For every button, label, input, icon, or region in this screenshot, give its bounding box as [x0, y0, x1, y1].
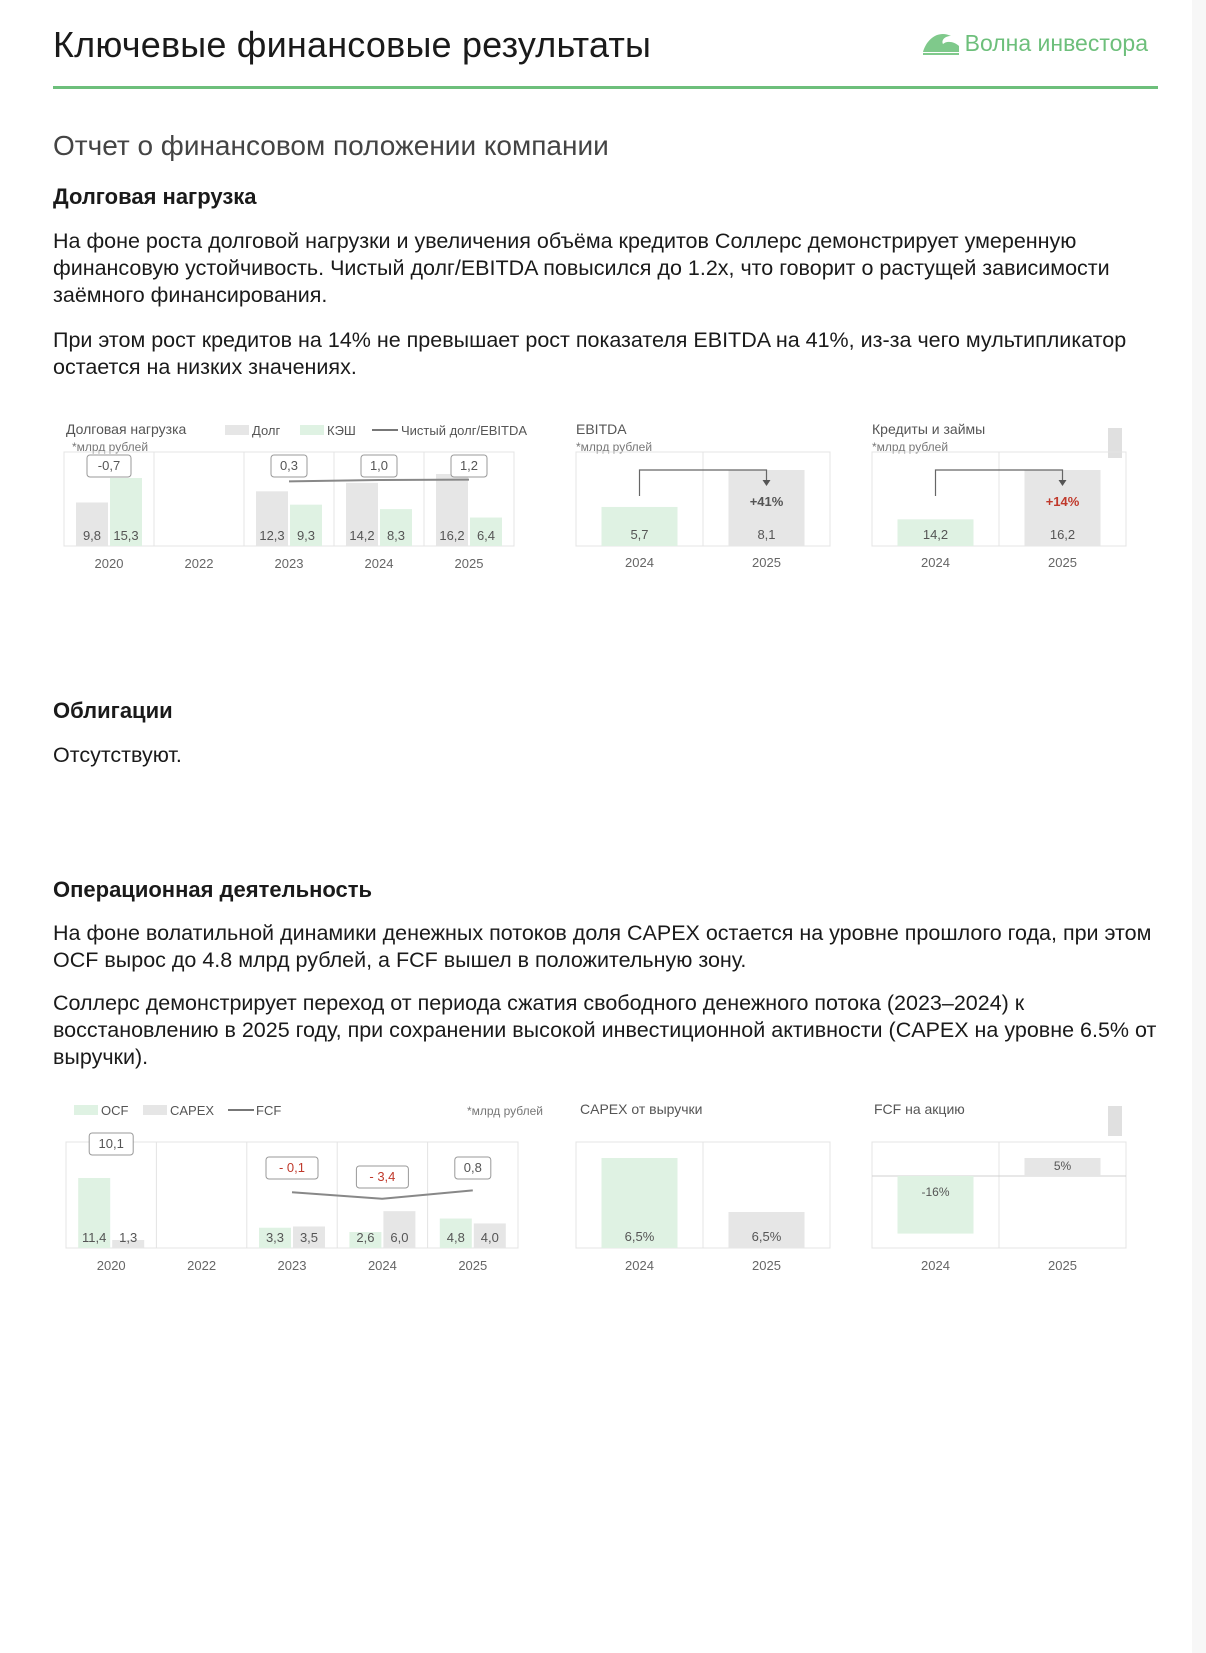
- value-label: 0,3: [279, 458, 299, 473]
- x-tick-label: 2022: [184, 556, 214, 571]
- bar-value-label: 15,3: [113, 528, 139, 543]
- x-tick-label: 2024: [921, 1258, 950, 1273]
- bar-value-label: 16,2: [439, 528, 465, 543]
- fcf-per-share-chart: [872, 1101, 1126, 1273]
- growth-label: +14%: [1045, 494, 1080, 509]
- ops-heading: Операционная деятельность: [53, 877, 373, 902]
- x-tick-label: 2025: [1048, 555, 1077, 570]
- bar-value-label: 11,4: [82, 1230, 107, 1245]
- bonds-text: Отсутствуют.: [53, 743, 182, 767]
- section-heading: Отчет о финансовом положении компании: [53, 130, 609, 161]
- value-label: 1,0: [369, 458, 389, 473]
- growth-label: +41%: [749, 494, 784, 509]
- bar-value-label: 3,5: [299, 1230, 319, 1245]
- chart-title: Кредиты и займы: [872, 421, 986, 437]
- chart-title: FCF на акцию: [874, 1101, 965, 1117]
- legend-label: Долг: [252, 423, 281, 438]
- bar-value-label: 16,2: [1049, 527, 1076, 542]
- value-label: -0,7: [97, 458, 121, 473]
- capex-share-chart: [576, 1101, 830, 1273]
- bar-value-label: 8,1: [757, 527, 776, 542]
- debt-load-plot: [64, 452, 514, 571]
- value-label: 0,8: [463, 1160, 482, 1175]
- bar-value-label: 3,3: [265, 1230, 285, 1245]
- bar-value-label: 8,3: [386, 528, 406, 543]
- bar-value-label: 14,2: [922, 527, 949, 542]
- legend-swatch-capex: [143, 1105, 167, 1115]
- x-tick-label: 2024: [367, 1258, 397, 1273]
- legend-swatch-debt: [225, 425, 249, 435]
- legend-swatch-ocf: [74, 1105, 98, 1115]
- x-tick-label: 2025: [454, 556, 484, 571]
- cashflow-chart: [66, 1103, 543, 1273]
- value-label: 10,1: [98, 1136, 124, 1151]
- chart-title: EBITDA: [576, 421, 627, 437]
- debt-heading: Долговая нагрузка: [53, 184, 257, 209]
- chart-unit: *млрд рублей: [872, 440, 949, 454]
- ebitda-chart: [576, 421, 830, 570]
- x-tick-label: 2025: [752, 1258, 781, 1273]
- debt-paragraph-1: На фоне роста долговой нагрузки и увеличения объёма кредитов Соллерс демонстрирует умеренную финансовую устойчивость. Чистый долг/EBITDA повысился до 1.2x, что говорит о растущей зависимости заёмного финансирования.: [53, 229, 1110, 307]
- chart-unit: *млрд рублей: [466, 1104, 543, 1118]
- x-tick-label: 2023: [274, 556, 304, 571]
- chart-title: Долговая нагрузка: [66, 421, 187, 437]
- bookmark-icon: [1108, 428, 1122, 458]
- x-tick-label: 2020: [96, 1258, 126, 1273]
- x-tick-label: 2025: [1048, 1258, 1077, 1273]
- ops-paragraph-2: Соллерс демонстрирует переход от периода сжатия свободного денежного потока (2023–2024) к восстановлению в 2025 году, при сохранении высокой инвестиционной активности (CAPEX на уровне 6.5% от выручки).: [53, 991, 1157, 1069]
- bar-value-label: 6,0: [390, 1230, 409, 1245]
- debt-paragraph-2: При этом рост кредитов на 14% не превышает рост показателя EBITDA на 41%, из-за чего мультипликатор остается на низких значениях.: [53, 328, 1127, 379]
- x-tick-label: 2024: [921, 555, 950, 570]
- x-tick-label: 2025: [458, 1258, 488, 1273]
- bar-value-label: 1,3: [119, 1230, 138, 1245]
- brand: [921, 28, 1148, 58]
- bar-value-label: 14,2: [349, 528, 375, 543]
- loans-chart: [872, 421, 1126, 570]
- ebitda-plot: [576, 452, 830, 570]
- value-label: - 0,1: [278, 1160, 306, 1175]
- wave-logo-icon: [921, 28, 961, 58]
- bar-value-label: 12,3: [259, 528, 285, 543]
- brand-name: Волна инвестора: [964, 29, 1148, 56]
- ops-paragraph-1: На фоне волатильной динамики денежных потоков доля CAPEX остается на уровне прошлого года, при этом OCF вырос до 4.8 млрд рублей, а FCF вышел в положительную зону.: [53, 921, 1152, 972]
- loans-plot: [872, 452, 1126, 570]
- chart-unit: *млрд рублей: [576, 440, 653, 454]
- bar-value-label: 9,3: [296, 528, 316, 543]
- fcf-line: [292, 1190, 473, 1198]
- legend-label: OCF: [101, 1103, 129, 1118]
- page-title: Ключевые финансовые результаты: [53, 24, 652, 65]
- legend-label: CAPEX: [170, 1103, 215, 1118]
- page-header: [53, 18, 1158, 89]
- bar-value-label: 6,5%: [751, 1229, 782, 1244]
- fcf-per-share-plot: [872, 1142, 1126, 1273]
- bookmark-icon: [1108, 1106, 1122, 1136]
- value-label: 1,2: [459, 458, 479, 473]
- x-tick-label: 2024: [625, 555, 654, 570]
- x-tick-label: 2023: [277, 1258, 307, 1273]
- bar-value-label: 4,8: [446, 1230, 465, 1245]
- capex-share-plot: [576, 1142, 830, 1273]
- legend-label: Чистый долг/EBITDA: [401, 423, 528, 438]
- legend-swatch-cash: [300, 425, 324, 435]
- page-edge: [1192, 0, 1206, 1653]
- legend-label: FCF: [256, 1103, 282, 1118]
- bar-value-label: 5%: [1053, 1159, 1072, 1173]
- cashflow-plot: [66, 1133, 518, 1273]
- bar-value-label: 6,5%: [624, 1229, 655, 1244]
- bar-value-label: 9,8: [82, 528, 102, 543]
- chart-unit: *млрд рублей: [72, 440, 149, 454]
- legend-label: КЭШ: [327, 423, 356, 438]
- chart-title: CAPEX от выручки: [580, 1101, 703, 1117]
- debt-load-chart: [64, 421, 527, 571]
- x-tick-label: 2024: [364, 556, 394, 571]
- x-tick-label: 2020: [94, 556, 124, 571]
- cashflow-charts-panel: [58, 1098, 1148, 1288]
- x-tick-label: 2024: [625, 1258, 654, 1273]
- bonds-heading: Облигации: [53, 698, 173, 723]
- bar-value-label: 2,6: [356, 1230, 375, 1245]
- x-tick-label: 2025: [752, 555, 781, 570]
- bar-value-label: 5,7: [630, 527, 649, 542]
- bar-value-label: 6,4: [476, 528, 496, 543]
- value-label: - 3,4: [369, 1169, 396, 1184]
- bar-value-label: -16%: [921, 1185, 950, 1199]
- bar-value-label: 4,0: [480, 1230, 499, 1245]
- debt-charts-panel: [58, 418, 1148, 608]
- x-tick-label: 2022: [187, 1258, 217, 1273]
